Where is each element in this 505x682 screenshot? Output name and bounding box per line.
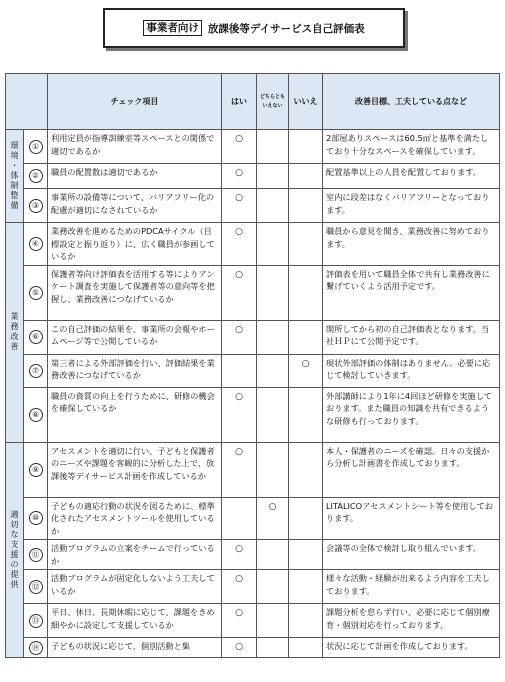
answer-neither-cell [257, 265, 289, 320]
answer-no-cell [289, 442, 323, 497]
check-item-text: この自己評価の結果を、事業所の会報やホームページ等で公開しているか [48, 320, 222, 354]
answer-no-cell [289, 164, 323, 189]
check-item-text: 平日、休日、長期休暇に応じて、課題をきめ細やかに設定して支援しているか [48, 604, 222, 638]
table-row [6, 604, 500, 638]
check-item-text: 活動プログラムが固定化しないよう工夫しているか [48, 570, 222, 604]
check-item-text: 職員の配置数は適切であるか [48, 164, 222, 189]
table-row [6, 497, 500, 540]
answer-no-cell [289, 387, 323, 442]
answer-neither-cell: ○ [257, 497, 289, 540]
table-row [6, 164, 500, 189]
table-row [6, 638, 500, 658]
document-title-box [103, 8, 405, 48]
table-row [6, 570, 500, 604]
answer-yes-cell: ○ [222, 189, 257, 223]
section-label: 適 切 な 支 援 の 提 供 [6, 442, 24, 658]
table-row [6, 387, 500, 442]
answer-no-cell [289, 570, 323, 604]
improvement-note: 外部講師により1年に4回ほど研修を実施しております。また職員の知識を共有できるような研修も行っております。 [323, 387, 500, 442]
improvement-note: 室内に段差はなくバリアフリーとなっております。 [323, 189, 500, 223]
header-neither: どちらとも いえない [257, 74, 289, 130]
improvement-note: 状況に応じて計画を作成しております。 [323, 638, 500, 658]
answer-neither-cell [257, 540, 289, 570]
improvement-note: 開所してから初の自己評価表となります。当社ＨＰにて公開予定です。 [323, 320, 500, 354]
answer-yes-cell [222, 497, 257, 540]
check-item-text: 第三者による外部評価を行い、評価結果を業務改善につなげているか [48, 354, 222, 387]
item-number: ⑩ [24, 497, 48, 540]
table-row [6, 223, 500, 266]
check-item-text: 業務改善を進めるためのPDCAサイクル（目標設定と振り返り）に、広く職員が参画しているか [48, 223, 222, 266]
item-number: ⑬ [24, 604, 48, 638]
answer-neither-cell [257, 638, 289, 658]
item-number: ⑨ [24, 442, 48, 497]
check-item-text: 事業所の設備等について、バリアフリー化の配慮が適切になされているか [48, 189, 222, 223]
answer-neither-cell [257, 442, 289, 497]
answer-no-cell [289, 189, 323, 223]
answer-neither-cell [257, 320, 289, 354]
item-number: ③ [24, 189, 48, 223]
answer-no-cell [289, 130, 323, 164]
answer-yes-cell: ○ [222, 442, 257, 497]
improvement-note: 配置基準以上の人員を配置しております。 [323, 164, 500, 189]
improvement-note: 会議等の全体で検討し取り組んでいます。 [323, 540, 500, 570]
section-label: 業 務 改 善 [6, 223, 24, 443]
header-notes: 改善目標、工夫している点など [323, 74, 500, 130]
improvement-note: 課題分析を怠らず行い、必要に応じて個別療育・個別対応を行っております。 [323, 604, 500, 638]
document-title: 放課後等デイサービス自己評価表 [207, 22, 365, 35]
answer-yes-cell [222, 354, 257, 387]
improvement-note: 職員から意見を聞き、業務改善に努めております。 [323, 223, 500, 266]
check-item-text: 職員の資質の向上を行うために、研修の機会を確保しているか [48, 387, 222, 442]
table-header-row [6, 74, 500, 130]
improvement-note: 2部屋ありスペースは60.5㎡と基準を満たしており十分なスペースを確保しています。 [323, 130, 500, 164]
table-row [6, 540, 500, 570]
item-number: ④ [24, 223, 48, 266]
header-yes: はい [222, 74, 257, 130]
improvement-note: 現状外部評価の体制はありません。必要に応じて検討していきます。 [323, 354, 500, 387]
check-item-text: 保護者等向け評価表を活用する等によりアンケート調査を実施して保護者等の意向等を把握し、業務改善につなげているか [48, 265, 222, 320]
answer-yes-cell: ○ [222, 604, 257, 638]
item-number: ⑦ [24, 354, 48, 387]
table-row [6, 442, 500, 497]
improvement-note: LITALICOアセスメントシート等を使用しております。 [323, 497, 500, 540]
check-item-text: 活動プログラムの立案をチームで行っているか [48, 540, 222, 570]
answer-no-cell: ○ [289, 354, 323, 387]
answer-no-cell [289, 604, 323, 638]
answer-no-cell [289, 497, 323, 540]
item-number: ② [24, 164, 48, 189]
answer-neither-cell [257, 570, 289, 604]
answer-no-cell [289, 265, 323, 320]
answer-neither-cell [257, 223, 289, 266]
check-item-text: アセスメントを適切に行い、子どもと保護者のニーズや課題を客観的に分析した上で、放課後等デイサービス計画を作成しているか [48, 442, 222, 497]
answer-no-cell [289, 320, 323, 354]
header-blank [6, 74, 48, 130]
self-evaluation-table [5, 73, 500, 658]
check-item-text: 子どもの適応行動の状況を図るために、標準化されたアセスメントツールを使用しているか [48, 497, 222, 540]
header-check-item: チェック項目 [48, 74, 222, 130]
improvement-note: 評価表を用いて職員全体で共有し業務改善に繋げていくよう活用予定です。 [323, 265, 500, 320]
answer-neither-cell [257, 604, 289, 638]
answer-neither-cell [257, 189, 289, 223]
item-number: ⑭ [24, 638, 48, 658]
answer-no-cell [289, 638, 323, 658]
check-item-text: 子どもの状況に応じて、個別活動と集 [48, 638, 222, 658]
item-number: ⑧ [24, 387, 48, 442]
audience-tag: 事業者向け [143, 20, 202, 36]
answer-neither-cell [257, 354, 289, 387]
answer-neither-cell [257, 130, 289, 164]
item-number: ⑤ [24, 265, 48, 320]
item-number: ⑥ [24, 320, 48, 354]
answer-yes-cell: ○ [222, 638, 257, 658]
item-number: ⑪ [24, 540, 48, 570]
answer-yes-cell: ○ [222, 130, 257, 164]
answer-no-cell [289, 223, 323, 266]
header-no: いいえ [289, 74, 323, 130]
answer-yes-cell: ○ [222, 164, 257, 189]
table-row [6, 130, 500, 164]
table-row [6, 189, 500, 223]
improvement-note: 本人・保護者のニーズを確認。日々の支援から分析し計画書を作成しております。 [323, 442, 500, 497]
answer-neither-cell [257, 164, 289, 189]
item-number: ① [24, 130, 48, 164]
answer-no-cell [289, 540, 323, 570]
answer-neither-cell [257, 387, 289, 442]
answer-yes-cell: ○ [222, 223, 257, 266]
answer-yes-cell: ○ [222, 265, 257, 320]
improvement-note: 様々な活動・経験が出来るよう内容を工夫しております。 [323, 570, 500, 604]
table-row [6, 265, 500, 320]
section-label: 環 境 ・ 体 制 整 備 [6, 130, 24, 223]
table-row [6, 354, 500, 387]
answer-yes-cell: ○ [222, 387, 257, 442]
answer-yes-cell: ○ [222, 320, 257, 354]
check-item-text: 利用定員が指導訓練室等スペースとの関係で適切であるか [48, 130, 222, 164]
table-row [6, 320, 500, 354]
item-number: ⑫ [24, 570, 48, 604]
answer-yes-cell: ○ [222, 570, 257, 604]
answer-yes-cell: ○ [222, 540, 257, 570]
